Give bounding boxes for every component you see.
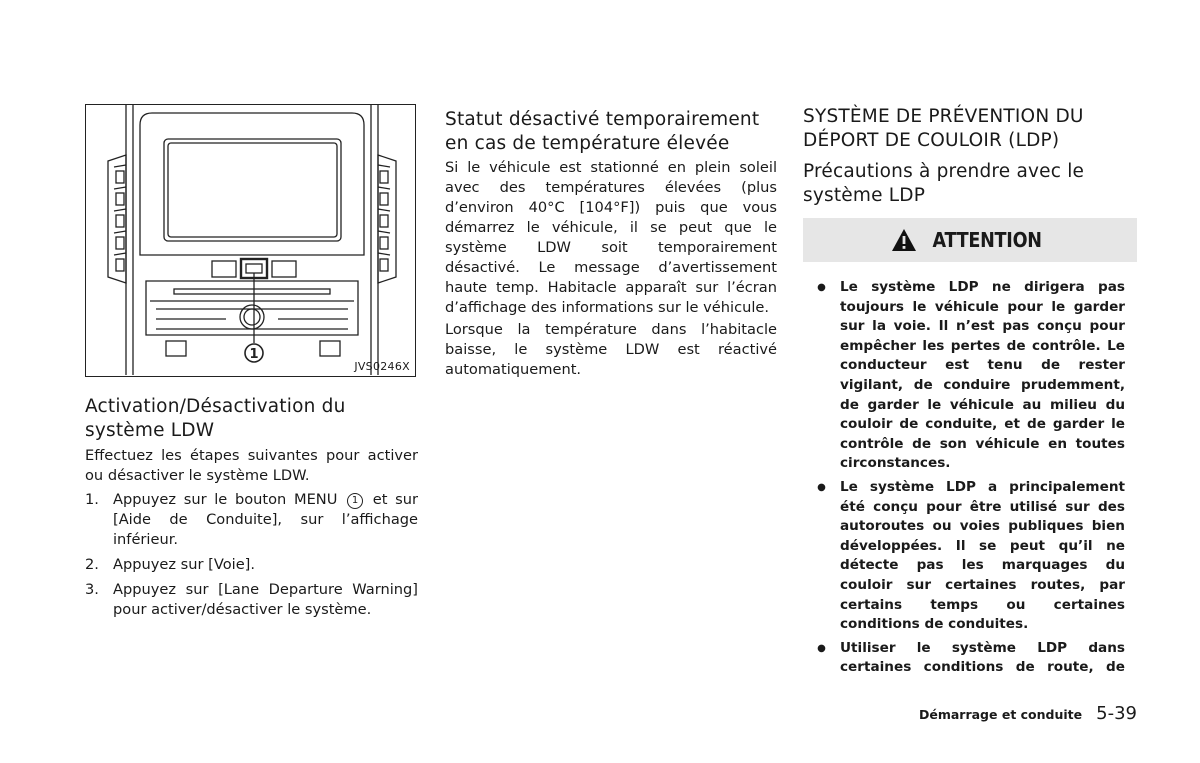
- step-number: 3.: [85, 581, 99, 598]
- activation-heading: Activation/Désactivation du système LDW: [85, 396, 346, 441]
- warning-item-text: Le système LDP a principalement été conçu pour être utilisé sur des autoroutes ou voies publiques bien développées. Il se peut qu’il ne détecte pas les marquages du couloir sur certaines routes, par certains temps ou certaines conditions de conduites.: [840, 478, 1125, 633]
- warning-body: [803, 262, 1137, 680]
- warning-item-text: Utiliser le système LDP dans certaines conditions de route, de: [840, 639, 1125, 676]
- bullet-icon: ●: [817, 481, 826, 493]
- warning-header: [803, 218, 1137, 262]
- activation-intro: Effectuez les étapes suivantes pour activer ou désactiver le système LDW.: [85, 447, 418, 484]
- warning-item: [803, 478, 1125, 635]
- step-text: Appuyez sur [Voie].: [113, 556, 256, 573]
- bullet-icon: ●: [817, 282, 826, 293]
- temperature-paragraph-1: Si le véhicule est stationné en plein soleil avec des températures élevées (plus d’environ 40°C [104°F]) puis que vous démarrez le véhicule, il se peut que le système LDW soit temporairement désactivé. Le message d’avertissement haute temp. Habitacle apparaît sur l’écran d’affichage des informations sur le véhicule.: [445, 159, 777, 316]
- step-item: [85, 555, 418, 575]
- page-footer: [919, 703, 1137, 724]
- ldp-heading: SYSTÈME DE PRÉVENTION DU DÉPORT DE COULOIR (LDP): [803, 106, 1084, 151]
- step-item: [85, 490, 418, 550]
- dashboard-illustration: [85, 104, 416, 377]
- temperature-paragraph-2: Lorsque la température dans l’habitacle baisse, le système LDW est réactivé automatiquement.: [445, 321, 777, 378]
- center-console-drawing: [86, 105, 416, 377]
- page-number: 5-39: [1096, 703, 1137, 724]
- activation-steps: [85, 490, 418, 625]
- ldp-subheading: Précautions à prendre avec le système LDP: [803, 161, 1085, 206]
- warning-title: ATTENTION: [932, 228, 1042, 252]
- step-number: 2.: [85, 556, 99, 573]
- step-item: [85, 580, 418, 620]
- warning-item: [803, 278, 1125, 474]
- warning-item: [803, 639, 1125, 680]
- step-text-pre: Appuyez sur le bouton MENU: [113, 491, 338, 508]
- warning-triangle-icon: [891, 228, 917, 252]
- step-text: [113, 490, 418, 550]
- step-text-post: et sur [Aide de Conduite], sur l’affichage inférieur.: [113, 491, 418, 548]
- callout-number: 1: [249, 347, 259, 362]
- footer-section-title: Démarrage et conduite: [918, 707, 1083, 722]
- bullet-icon: ●: [817, 642, 826, 654]
- warning-item-text: Le système LDP ne dirigera pas toujours le véhicule pour le garder sur la voie. Il n’est pas conçu pour empêcher les pertes de contrôle. Le conducteur est tenu de rester vigilant, de conduire prudemment, de garder le véhicule au milieu du couloir de conduite, et de garder le contrôle de son véhicule en toutes circonstances.: [840, 279, 1125, 472]
- warning-list: [803, 264, 1137, 680]
- figure-code: JVS0246X: [354, 360, 410, 373]
- step-text: Appuyez sur [Lane Departure Warning] pour activer/désactiver le système.: [113, 581, 418, 618]
- temperature-heading: Statut désactivé temporairement en cas de température élevée: [445, 109, 760, 154]
- warning-box: [803, 218, 1137, 680]
- circled-number-icon: 1: [347, 493, 363, 509]
- step-number: 1.: [85, 491, 99, 508]
